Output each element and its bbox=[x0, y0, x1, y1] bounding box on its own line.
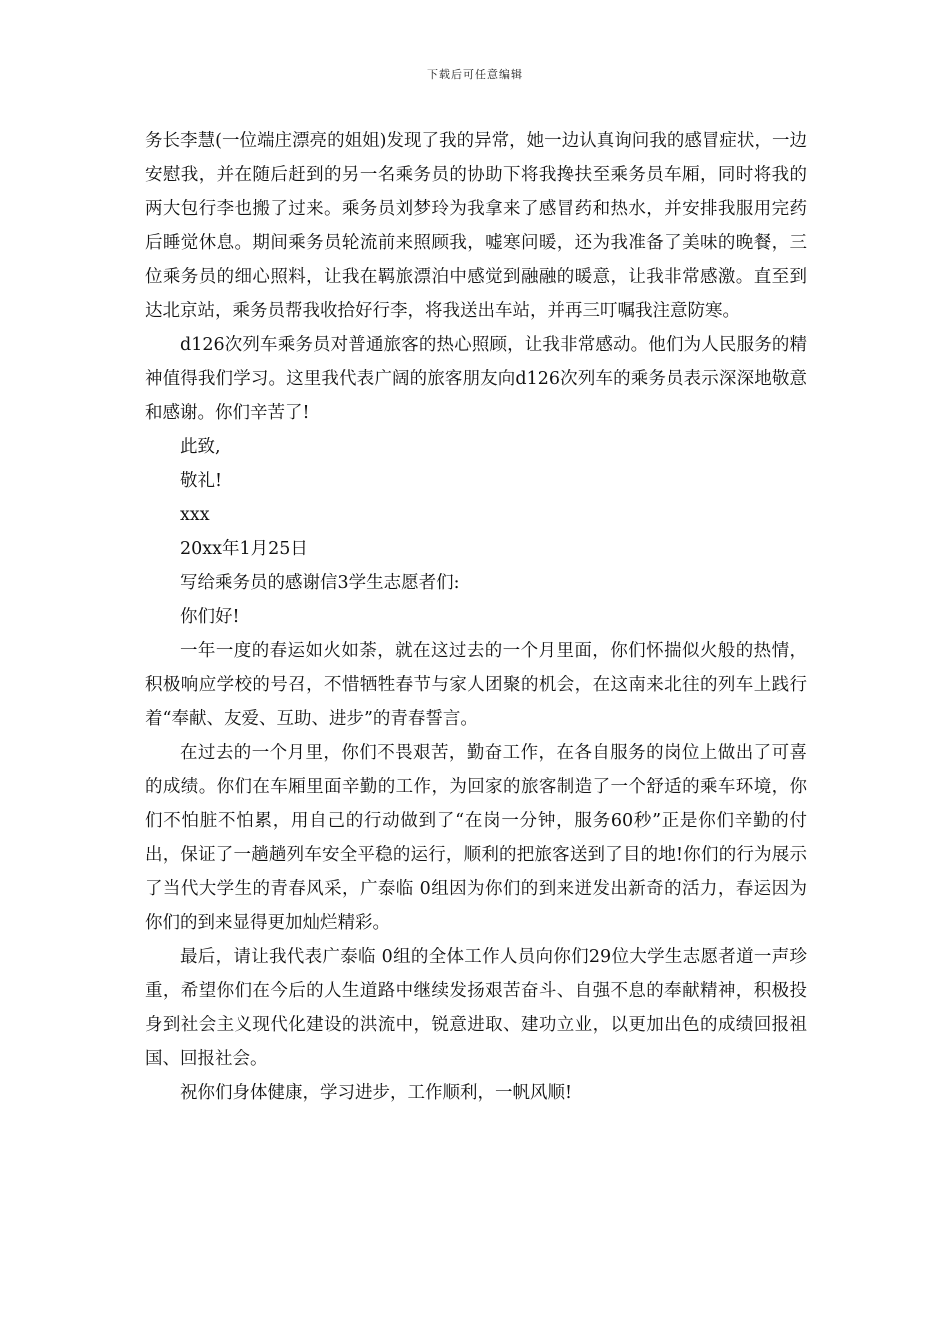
document-body bbox=[145, 124, 807, 1110]
paragraph-finally: 最后，请让我代表广泰临 0组的全体工作人员向你们29位大学生志愿者道一声珍重，希望你们在今后的人生道路中继续发扬艰苦奋斗、自强不息的奉献精神，积极投身到社会主义现代化建设的洪流中，锐意进取、建功立业，以更加出色的成绩回报祖国、回报社会。 bbox=[145, 947, 807, 1069]
paragraph-continuation: 务长李慧(一位端庄漂亮的姐姐)发现了我的异常，她一边认真询问我的感冒症状，一边安慰我，并在随后赶到的另一名乘务员的协助下将我搀扶至乘务员车厢，同时将我的两大包行李也搬了过来。乘务员刘梦玲为我拿来了感冒药和热水，并安排我服用完药后睡觉休息。期间乘务员轮流前来照顾我，嘘寒问暖，还为我准备了美味的晚餐，三位乘务员的细心照料，让我在羁旅漂泊中感觉到融融的暖意，让我非常感激。直至到达北京站，乘务员帮我收拾好行李，将我送出车站，并再三叮嘱我注意防寒。 bbox=[145, 131, 807, 321]
paragraph-wishes: 祝你们身体健康，学习进步，工作顺利，一帆风顺! bbox=[180, 1083, 573, 1103]
signature-date: 20xx年1月25日 bbox=[180, 539, 308, 559]
closing-cizhi: 此致, bbox=[180, 437, 221, 457]
page-header: 下载后可任意编辑 bbox=[427, 68, 523, 81]
paragraph-thanks-d126: d126次列车乘务员对普通旅客的热心照顾，让我非常感动。他们为人民服务的精神值得我们学习。这里我代表广阔的旅客朋友向d126次列车的乘务员表示深深地敬意和感谢。你们辛苦了! bbox=[145, 335, 807, 423]
closing-jingli: 敬礼! bbox=[180, 471, 223, 491]
greeting: 你们好! bbox=[180, 607, 240, 627]
letter-3-title: 写给乘务员的感谢信3学生志愿者们: bbox=[180, 573, 460, 593]
paragraph-past-month: 在过去的一个月里，你们不畏艰苦，勤奋工作，在各自服务的岗位上做出了可喜的成绩。你们在车厢里面辛勤的工作，为回家的旅客制造了一个舒适的乘车环境，你们不怕脏不怕累，用自己的行动做到了“在岗一分钟，服务60秒”正是你们辛勤的付出，保证了一趟趟列车安全平稳的运行，顺利的把旅客送到了目的地!你们的行为展示了当代大学生的青春风采，广泰临 0组因为你们的到来迸发出新奇的活力，春运因为你们的到来显得更加灿烂精彩。 bbox=[145, 743, 807, 933]
signature-name: xxx bbox=[180, 505, 210, 525]
paragraph-spring-festival: 一年一度的春运如火如荼，就在这过去的一个月里面，你们怀揣似火般的热情，积极响应学校的号召，不惜牺牲春节与家人团聚的机会，在这南来北往的列车上践行着“奉献、友爱、互助、进步”的青春誓言。 bbox=[145, 641, 807, 729]
